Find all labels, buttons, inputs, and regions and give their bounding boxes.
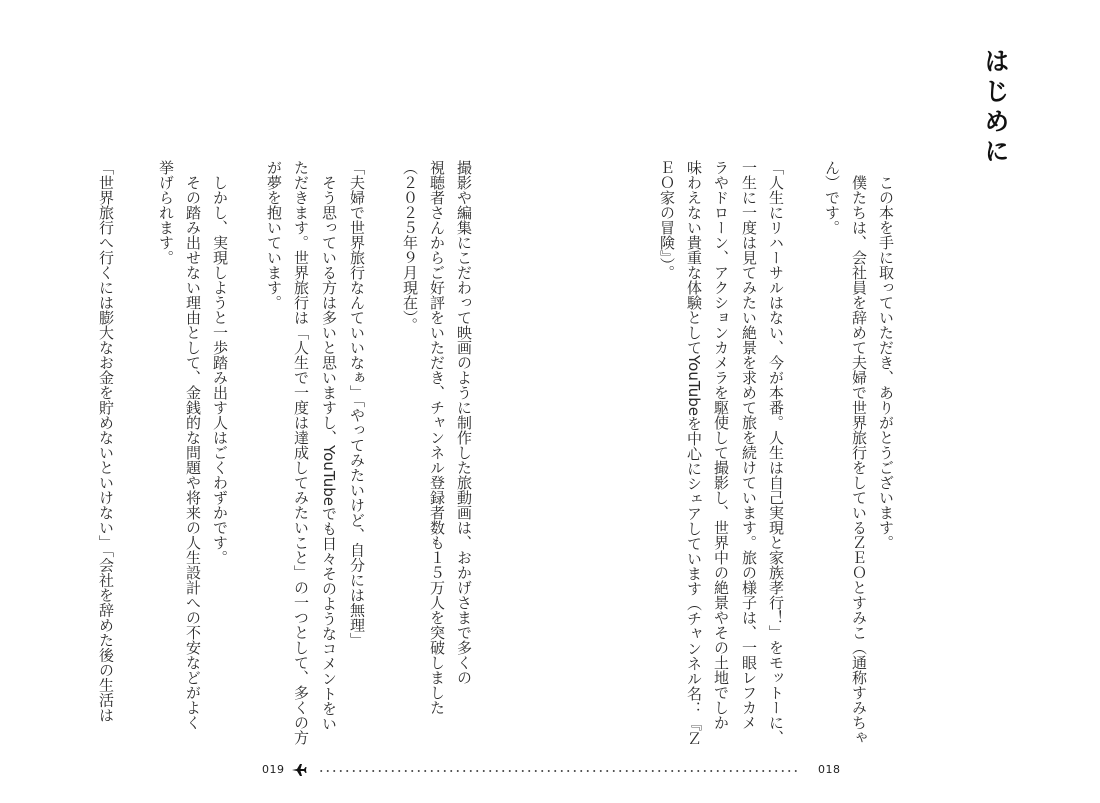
text-column <box>369 160 396 750</box>
text-column: しかし、実現しようと一歩踏み出す人はごくわずかです。 <box>211 160 229 565</box>
text-column: 「人生にリハーサルはない、今が本番。人生は自己実現と家族孝行！」をモットーに、 <box>767 160 785 745</box>
text-column: ただきます。世界旅行は「人生で一度は達成してみたいこと」の一つとして、多くの方 <box>292 160 310 745</box>
text-column: （２０２５年９月現在）。 <box>401 160 419 333</box>
text-column: 味わえない貴重な体験としてYouTubeを中心にシェアしています（チャンネル名：『Ｚ <box>685 160 703 746</box>
text-column: 撮影や編集にこだわって映画のように制作した旅動画は、おかげさまで多くの <box>455 160 473 685</box>
text-column: その踏み出せない理由として、金銭的な問題や将来の人生設計への不安などがよく <box>184 160 202 730</box>
text-column <box>233 160 260 750</box>
text-column: 一生に一度は見てみたい絶景を求めて旅を続けています。旅の様子は、一眼レフカメ <box>740 160 758 730</box>
text-column: ん）です。 <box>823 160 841 235</box>
dotted-rule <box>318 770 798 772</box>
text-column: ＥＯ家の冒険』）。 <box>658 160 676 280</box>
text-column: 「夫婦で世界旅行なんていいなぁ」「やってみたいけど、自分には無理」 <box>348 160 366 648</box>
text-column: 「世界旅行へ行くには膨大なお金を貯めないといけない」「会社を辞めた後の生活は <box>97 160 115 723</box>
airplane-icon <box>291 762 307 778</box>
left-page-number: 019 <box>262 763 285 776</box>
chapter-title: はじめに <box>981 48 1010 168</box>
text-column <box>125 160 152 750</box>
text-column: 僕たちは、会社員を辞めて夫婦で世界旅行をしているＺＥＯとすみこ（通称すみちゃ <box>850 160 868 745</box>
text-column: ラやドローン、アクションカメラを駆使して撮影し、世界中の絶景やその土地でしか <box>712 160 730 730</box>
text-column: 挙げられます。 <box>157 160 175 265</box>
text-column <box>791 160 818 750</box>
text-column: 視聴者さんからご好評をいただき、チャンネル登録者数も１５万人を突破しました <box>428 160 446 715</box>
text-column: が夢を抱いています。 <box>265 160 283 310</box>
right-page-number: 018 <box>818 763 841 776</box>
text-column: この本を手に取っていただき、ありがとうございます。 <box>877 160 895 550</box>
text-column: そう思っている方は多いと思いますし、YouTubeでも日々そのようなコメントをい <box>320 160 338 731</box>
